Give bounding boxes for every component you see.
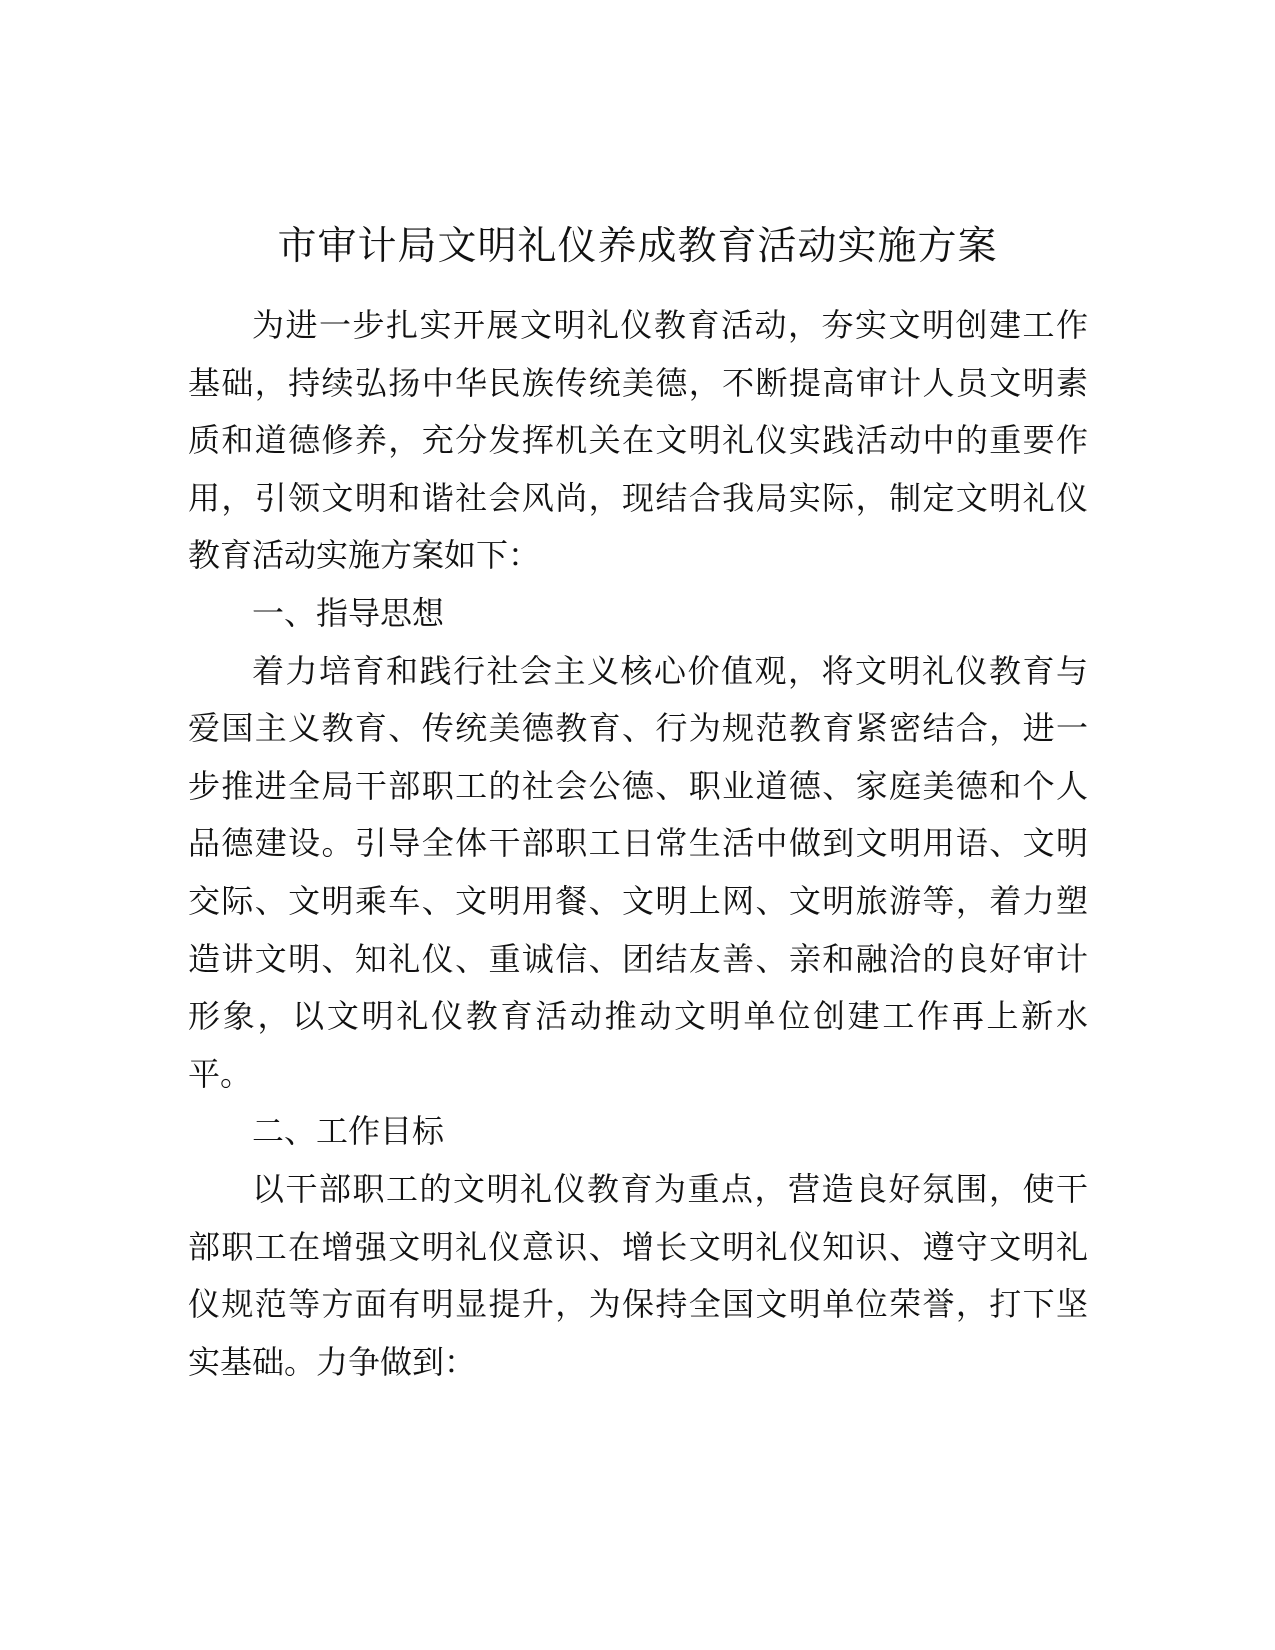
section1-line: 爱国主义教育、传统美德教育、行为规范教育紧密结合，进一 bbox=[188, 709, 1088, 748]
section1-paragraph bbox=[188, 643, 1088, 1104]
section2-line: 以干部职工的文明礼仪教育为重点，营造良好氛围，使干 bbox=[252, 1169, 1088, 1208]
section2-paragraph bbox=[188, 1161, 1088, 1391]
intro-line: 为进一步扎实开展文明礼仪教育活动，夯实文明创建工作 bbox=[252, 306, 1088, 344]
section1-line: 造讲文明、知礼仪、重诚信、团结友善、亲和融洽的良好审计 bbox=[188, 939, 1088, 978]
section2-line: 仪规范等方面有明显提升，为保持全国文明单位荣誉，打下坚 bbox=[188, 1285, 1088, 1324]
section1-heading: 一、指导思想 bbox=[252, 593, 445, 632]
intro-line: 质和道德修养，充分发挥机关在文明礼仪实践活动中的重要作 bbox=[188, 421, 1088, 460]
intro-paragraph bbox=[188, 297, 1088, 585]
section1-line: 平。 bbox=[188, 1054, 253, 1093]
section2-line: 部职工在增强文明礼仪意识、增长文明礼仪知识、遵守文明礼 bbox=[188, 1227, 1088, 1266]
section2-line: 实基础。力争做到： bbox=[188, 1342, 477, 1381]
section1-line: 品德建设。引导全体干部职工日常生活中做到文明用语、文明 bbox=[188, 824, 1088, 863]
intro-line: 教育活动实施方案如下： bbox=[188, 536, 541, 575]
intro-line: 基础，持续弘扬中华民族传统美德，不断提高审计人员文明素 bbox=[188, 363, 1088, 402]
document-body bbox=[188, 297, 1088, 1391]
section1-line: 形象，以文明礼仪教育活动推动文明单位创建工作再上新水 bbox=[188, 997, 1088, 1036]
section2-heading: 二、工作目标 bbox=[252, 1112, 445, 1151]
document-title: 市审计局文明礼仪养成教育活动实施方案 bbox=[277, 224, 998, 269]
section1-line: 着力培育和践行社会主义核心价值观，将文明礼仪教育与 bbox=[252, 651, 1088, 690]
section1-line: 步推进全局干部职工的社会公德、职业道德、家庭美德和个人 bbox=[188, 766, 1088, 805]
intro-line: 用，引领文明和谐社会风尚，现结合我局实际，制定文明礼仪 bbox=[188, 478, 1088, 517]
section1-line: 交际、文明乘车、文明用餐、文明上网、文明旅游等，着力塑 bbox=[188, 881, 1088, 920]
